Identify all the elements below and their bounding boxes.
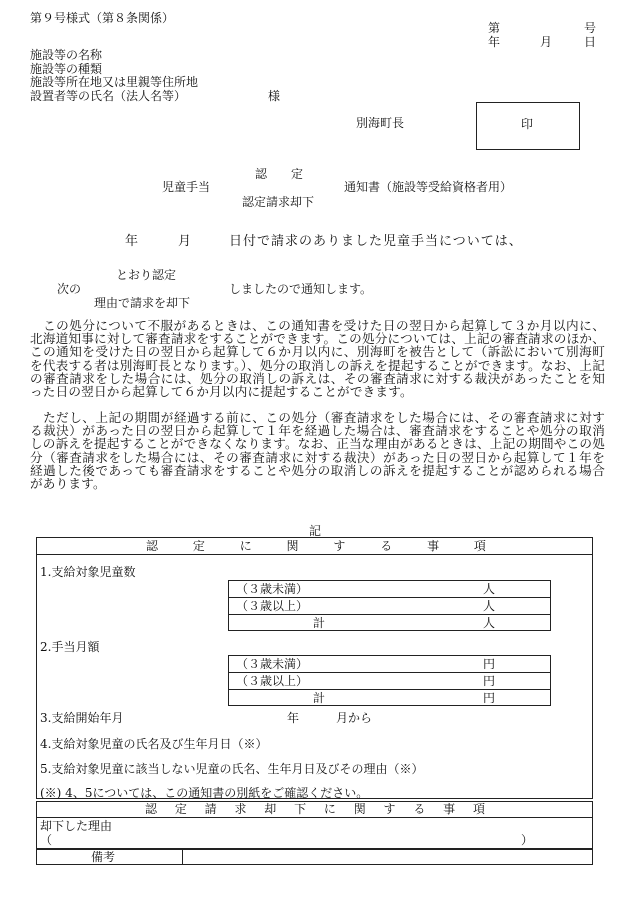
issuer-title: 別海町長: [356, 116, 405, 130]
intro-option-top: とおり認定: [116, 268, 177, 282]
kyakka-header-char: 定: [174, 802, 187, 816]
section2-over3-unit: 円: [483, 674, 496, 688]
section3-label: 3.支給開始年月: [40, 711, 124, 725]
kyakka-header-divider: [36, 817, 593, 818]
honorific: 様: [268, 89, 281, 103]
section3-year: 年: [287, 711, 300, 725]
section2-under3-unit: 円: [483, 657, 496, 671]
kyakka-header-char: 下: [294, 802, 307, 816]
remarks-divider: [182, 849, 183, 865]
section4-label: 4.支給対象児童の氏名及び生年月日（※）: [40, 737, 268, 751]
section1-row-divider: [228, 597, 551, 598]
section3-month: 月から: [336, 711, 373, 725]
kyakka-header-char: 事: [443, 802, 456, 816]
section2-row-divider: [228, 689, 551, 690]
title-option-bottom: 認定請求却下: [242, 195, 315, 209]
remarks-row: [36, 849, 593, 865]
section1-over3-unit: 人: [483, 599, 496, 613]
kyakka-header-char: 項: [472, 802, 485, 816]
founder-name-label: 設置者等の氏名（法人名等）: [30, 89, 187, 103]
section2-label: 2.手当月額: [40, 640, 100, 654]
kyakka-reason-open: （: [40, 833, 53, 847]
facility-address-label: 施設等所在地又は里親等住所地: [30, 75, 199, 89]
number-go: 号: [584, 21, 597, 35]
intro-rest: 日付で請求のありました児童手当については、: [229, 234, 523, 249]
section1-total-unit: 人: [483, 616, 496, 630]
title-suffix: 通知書（施設等受給資格者用）: [344, 180, 513, 194]
section1-over3-label: （３歳以上）: [236, 599, 309, 613]
kyakka-reason-label: 却下した理由: [40, 819, 113, 833]
section2-total-unit: 円: [483, 691, 496, 705]
body-paragraph-2: ただし、上記の期間が経過する前に、この処分（審査請求をした場合には、その審査請求に対する裁決）があった日の翌日から起算して１年を経過した場合は、審査請求をすることや処分の取消しの訴えを提起することができなくなります。なお、正当な理由があるときは、上記の期間やこの処分（審査請求をした場合には、その審査請求に対する裁決）があった日の翌日から起算して１年を経過した後であっても審査請求をすることや処分の取消しの訴えを提起することが認められる場合があります。: [30, 410, 605, 492]
section2-over3-label: （３歳以上）: [236, 674, 309, 688]
kyakka-header-char: 求: [234, 802, 247, 816]
kyakka-header-char: に: [323, 802, 336, 816]
nintei-header-char: 関: [286, 539, 299, 553]
intro-tsugi: 次の: [57, 282, 82, 296]
body-paragraph-1: この処分について不服があるときは、この通知書を受けた日の翌日から起算して３か月以内に、北海道知事に対して審査請求をすることができます。この処分については、上記の審査請求のほか、この通知を受けた日の翌日から起算して６か月以内に、別海町を被告として（訴訟において別海町を代表する者は別海町長となります。）、処分の取消しの訴えを提起することができます。なお、上記の審査請求をした場合には、処分の取消しの訴えは、その審査請求に対する裁決があったことを知った日の翌日から起算して６か月以内に提起することができます。: [30, 318, 605, 400]
nintei-header-char: る: [380, 539, 393, 553]
date-day: 日: [584, 35, 597, 49]
kyakka-header-char: す: [383, 802, 396, 816]
kyakka-header-char: 関: [353, 802, 366, 816]
number-dai: 第: [488, 21, 501, 35]
kyakka-header-char: る: [413, 802, 426, 816]
section1-row-divider: [228, 614, 551, 615]
title-option-top: 認 定: [255, 167, 304, 181]
nintei-header-char: 定: [192, 539, 205, 553]
nintei-header-char: す: [333, 539, 346, 553]
nintei-header-char: 項: [473, 539, 486, 553]
intro-month: 月: [178, 234, 192, 249]
facility-type-label: 施設等の種類: [30, 62, 103, 76]
facility-name-label: 施設等の名称: [30, 48, 103, 62]
title-prefix: 児童手当: [162, 180, 211, 194]
date-month: 月: [540, 35, 553, 49]
remarks-label: 備考: [91, 850, 116, 864]
nintei-header-char: 認: [146, 539, 159, 553]
intro-option-bottom: 理由で請求を却下: [94, 296, 191, 310]
kyakka-header-char: 認: [145, 802, 158, 816]
nintei-header-char: に: [239, 539, 252, 553]
kyakka-header-char: 請: [204, 802, 217, 816]
nintei-header-divider: [36, 554, 593, 555]
section1-under3-label: （３歳未満）: [236, 582, 309, 596]
seal-mark: 印: [521, 117, 534, 131]
section2-under3-label: （３歳未満）: [236, 657, 309, 671]
intro-ending: しましたので通知します。: [229, 282, 373, 296]
nintei-header-char: 事: [427, 539, 440, 553]
ki-label: 記: [309, 524, 322, 538]
note-text: (※) 4、5については、この通知書の別紙をご確認ください。: [40, 786, 369, 800]
kyakka-reason-close: ）: [521, 833, 534, 847]
kyakka-header: [145, 803, 485, 815]
form-number: 第９号様式（第８条関係）: [30, 11, 175, 25]
section1-label: 1.支給対象児童数: [40, 565, 136, 579]
nintei-header: [146, 540, 486, 552]
section1-total-label: 計: [313, 616, 326, 630]
section2-row-divider: [228, 672, 551, 673]
kyakka-header-char: 却: [264, 802, 277, 816]
date-year: 年: [488, 35, 501, 49]
section5-label: 5.支給対象児童に該当しない児童の氏名、生年月日及びその理由（※）: [40, 762, 424, 776]
section1-under3-unit: 人: [483, 582, 496, 596]
intro-year: 年: [125, 234, 139, 249]
section2-total-label: 計: [313, 691, 326, 705]
